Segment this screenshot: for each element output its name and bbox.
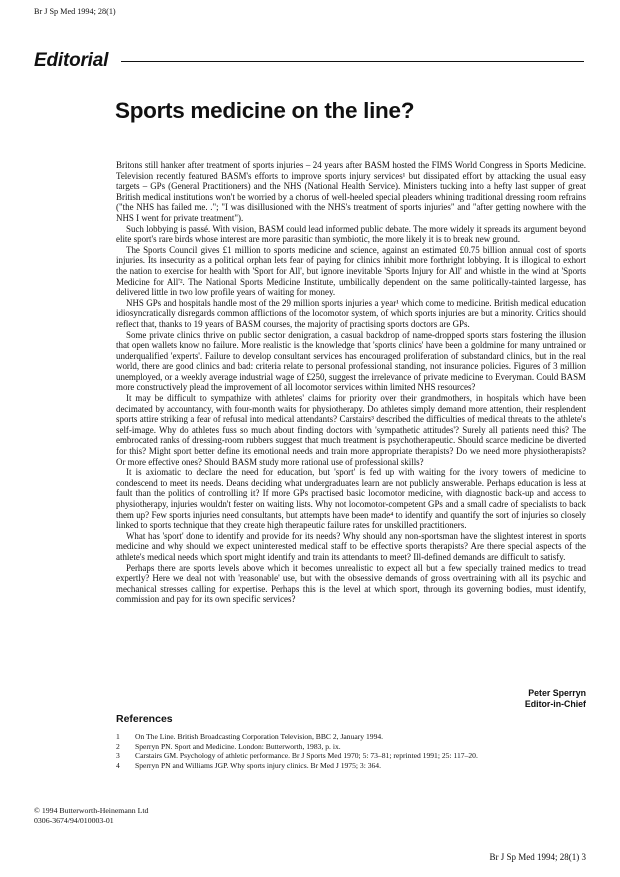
section-header [34, 50, 584, 74]
paragraph: Britons still hanker after treatment of sports injuries – 24 years after BASM hosted the FIMS World Congress in Sports Medicine. Television recently featured BASM's efforts to improve sports injury services¹ but dissipated effort by attacking the usual easy targets – GPs (General Practitioners) and the NHS (National Health Service). Ministers tucking into a hefty last supper of great British medical institutions won't be worried by a chorus of well-heeled special pleaders whining traditional dressing room refrains ("the NHS has failed me. ."; "I was disillusioned with the NHS's treatment of sports injuries" and "after getting nowhere with the NHS I went for private treatment"). [116, 160, 586, 223]
author-name: Peter Sperryn [528, 688, 586, 698]
journal-footer: Br J Sp Med 1994; 28(1) 3 [489, 852, 586, 862]
article-body [116, 160, 586, 605]
paragraph: What has 'sport' done to identify and provide for its needs? Why should any non-sportsman have the slightest interest in sports medicine and why should we expect uninterested medical staff to be effective sports therapists? Are there special aspects of the athlete's medical needs which sport might identify and train its attendants to meet? Ill-defined demands are difficult to satisfy. [116, 530, 586, 562]
reference-number: 3 [116, 751, 120, 761]
author-role: Editor-in-Chief [524, 699, 586, 709]
paragraph: It may be difficult to sympathize with athletes' claims for priority over their grandmothers, in hospitals which have been decimated by accountancy, with four-month waits for physiotherapy. Do athletes simply demand more attention, their resplendent sports attire striking a fear of refusal into medical attendants? Carstairs³ described the difficulties of medical threats to the athlete's self-image. Why do athletes fuss so much about finding doctors with 'sympathetic attitudes'? Surely all patients need this? The embrocated ranks of dressing-room rubbers suggest that much treatment is psychotherapeutic. Should scarce medicine be diverted for this? Might sport better define its emotional needs and train more appropriate therapists? Do we need more physiotherapists? Or more effective ones? Should BASM study more rational use of professional skills? [116, 393, 586, 467]
reference-text: Sperryn PN and Williams JGP. Why sports injury clinics. Br Med J 1975; 3: 364. [135, 761, 381, 771]
copyright-line: © 1994 Butterworth-Heinemann Ltd [34, 806, 149, 815]
reference-text: Sperryn PN. Sport and Medicine. London: Butterworth, 1983, p. ix. [135, 741, 341, 751]
section-rule [121, 61, 584, 62]
references-list [116, 732, 586, 771]
reference-item [116, 751, 586, 761]
paragraph: The Sports Council gives £1 million to sports medicine and science, against an estimated £0.75 billion annual cost of sports injuries. Its insecurity as a political orphan lets fear of paying for clinics inhibit more forthright lobbying. It is illogical to exhort the nation to exercise for health with 'Sport for All', but ignore inevitable 'Sports Injury for All' and whistle in the wind at 'Sports Medicine for All'². The National Sports Medicine Institute, umbilically dependent on the same politically-tainted largesse, has delivered little in two low profile years of waiting for money. [116, 244, 586, 298]
paragraph: NHS GPs and hospitals handle most of the 29 million sports injuries a year¹ which come to medicine. British medical education idiosyncratically disregards common afflictions of the locomotor system, of which sports injuries are but a minority. Critics should reflect that, thanks to 19 years of BASM courses, the majority of practising sports doctors are GPs. [116, 297, 586, 329]
article-title: Sports medicine on the line? [115, 98, 415, 123]
reference-number: 4 [116, 761, 120, 771]
reference-number: 1 [116, 732, 120, 741]
copyright-block [34, 806, 148, 826]
reference-item [116, 732, 586, 742]
reference-text: Carstairs GM. Psychology of athletic performance. Br J Sports Med 1970; 5: 73–81; reprinted 1991; 25: 117–20. [135, 751, 478, 761]
author-signature [525, 688, 586, 710]
reference-text: On The Line. British Broadcasting Corporation Television, BBC 2, January 1994. [135, 732, 384, 741]
paragraph: Such lobbying is passé. With vision, BASM could lead informed public debate. The more widely it spreads its argument beyond elite sport's rare birds whose interest are more parasitic than symbiotic, the more likely it is to break new ground. [116, 223, 586, 245]
reference-item [116, 742, 586, 752]
references-heading: References [116, 713, 173, 725]
journal-header: Br J Sp Med 1994; 28(1) [34, 7, 116, 16]
paragraph: It is axiomatic to declare the need for education, but 'sport' is fed up with waiting for the ivory towers of medicine to condescend to meet its needs. Deans deciding what undergraduates learn are not publicly answerable. Perhaps education is less at fault than the politics of controlling it? If more GPs practised basic locomotor medicine, with diagnostic back-up and access to physiotherapy, injuries wouldn't fester on waiting lists. Why not locomotor-competent GPs and a small cadre of specialists to back them up? Few sports injuries need consultants, but attempts have been made⁴ to identify and quantify the sort of injuries so closely linked to sports technique that they create high therapeutic failure rates for unskilled practitioners. [116, 467, 586, 531]
section-label: Editorial [34, 50, 109, 71]
issn-line: 0306-3674/94/010003-01 [34, 816, 114, 825]
reference-item [116, 761, 586, 771]
paragraph: Some private clinics thrive on public sector denigration, a casual backdrop of name-dropped sports stars fostering the illusion that open wallets know no failure. More realistic is the knowledge that 'sports clinics' have been a goldmine for many untrained or underqualified 'experts'. Failure to develop consultant services has encouraged proliferation of substandard clinics, but in the real world, there are good clinics and bad: criteria relate to personal professional standing, not insurance policies. Figures of 3 million unemployed, or a weekly average industrial wage of £250, suggest the irrelevance of private medicine to Everyman. Could BASM more constructively plead the improvement of all locomotor services within limited NHS resources? [116, 329, 586, 393]
paragraph: Perhaps there are sports levels above which it becomes unrealistic to expect all but a few specially trained medics to tread expertly? Here we deal not with 'reasonable' use, but with the obsessive demands of gross overtraining with all its psychic and mechanical stresses calling for expertise. Perhaps this is the level at which sport, through its governing bodies, must identify, commission and pay for its own specific services? [116, 562, 586, 605]
reference-number: 2 [116, 741, 120, 751]
